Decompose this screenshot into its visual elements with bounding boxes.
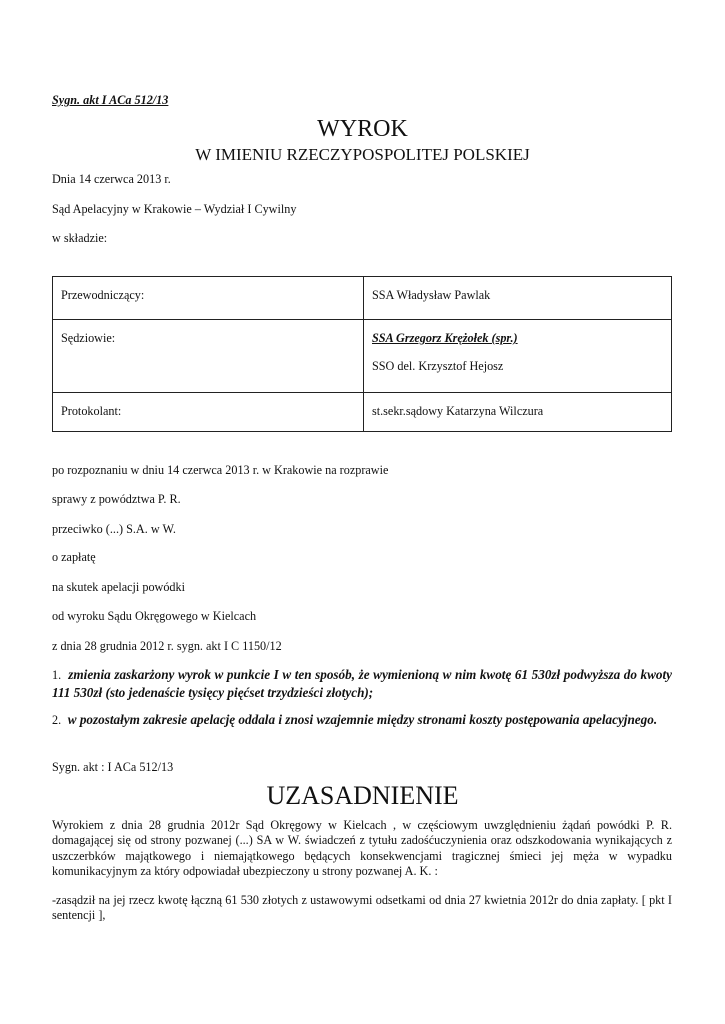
clerk-label: Protokolant: [61, 404, 122, 418]
table-cell [364, 277, 672, 320]
justification-paragraph: Wyrokiem z dnia 28 grudnia 2012r Sąd Okręgowy w Kielcach , w częściowym uwzględnieniu żądań powódki P. R. domagającej się od strony pozwanej (...) SA w W. świadczeń z tytułu zadośćuczynienia oraz odszkodowania wynikających z uszczerbków majątkowego i niemajątkowego będących konsekwencjami tragicznej śmieci jej męża w wypadku komunikacyjnym za który odpowiadał ubezpieczony u strony pozwanej A. K. : [52, 818, 672, 879]
document-title: WYROK [317, 116, 408, 142]
document-subtitle: W IMIENIU RZECZYPOSPOLITEJ POLSKIEJ [195, 145, 530, 164]
signature-repeat: Sygn. akt : I ACa 512/13 [52, 760, 174, 774]
proceedings-line: od wyroku Sądu Okręgowego w Kielcach [52, 609, 257, 623]
presiding-label: Przewodniczący: [61, 288, 145, 302]
presiding-value: SSA Władysław Pawlak [372, 288, 491, 302]
proceedings-line: przeciwko (...) S.A. w W. [52, 522, 176, 536]
ruling-point-1 [52, 666, 672, 702]
ruling-text: zmienia zaskarżony wyrok w punkcie I w ten sposób, że wymienioną w nim kwotę 61 530zł podwyższa do kwoty 111 530zł (sto jedenaście tysięcy pięćset trzydzieści złotych); [52, 667, 672, 700]
table-row [53, 393, 672, 432]
table-cell [53, 393, 364, 432]
clerk-value: st.sekr.sądowy Katarzyna Wilczura [372, 404, 544, 418]
case-signature: Sygn. akt I ACa 512/13 [52, 93, 169, 107]
court-line: Sąd Apelacyjny w Krakowie – Wydział I Cywilny [52, 202, 297, 216]
table-cell [53, 277, 364, 320]
proceedings-line: sprawy z powództwa P. R. [52, 492, 181, 506]
table-cell [364, 320, 672, 393]
justification-heading: UZASADNIENIE [266, 781, 459, 810]
proceedings-line: o zapłatę [52, 550, 96, 564]
table-cell [53, 320, 364, 393]
table-row [53, 277, 672, 320]
judges-label: Sędziowie: [61, 331, 116, 345]
proceedings-line: z dnia 28 grudnia 2012 r. sygn. akt I C 1150/12 [52, 639, 282, 653]
ruling-number: 2. [52, 713, 62, 727]
justification-paragraph: -zasądził na jej rzecz kwotę łączną 61 530 złotych z ustawowymi odsetkami od dnia 27 kwietnia 2012r do dnia zapłaty. [ pkt I sentencji ], [52, 893, 672, 923]
proceedings-line: po rozpoznaniu w dniu 14 czerwca 2013 r. w Krakowie na rozprawie [52, 463, 389, 477]
table-row [53, 320, 672, 393]
ruling-point-2 [52, 711, 672, 729]
ruling-text: w pozostałym zakresie apelację oddala i znosi wzajemnie między stronami koszty postępowania apelacyjnego. [67, 712, 658, 727]
judge-rapporteur: SSA Grzegorz Krężołek (spr.) [372, 331, 518, 345]
composition-line: w składzie: [52, 231, 108, 245]
judge-second: SSO del. Krzysztof Hejosz [372, 359, 504, 373]
court-panel-table [52, 276, 672, 432]
proceedings-line: na skutek apelacji powódki [52, 580, 186, 594]
table-cell [364, 393, 672, 432]
ruling-number: 1. [52, 668, 62, 682]
date-line: Dnia 14 czerwca 2013 r. [52, 172, 171, 186]
